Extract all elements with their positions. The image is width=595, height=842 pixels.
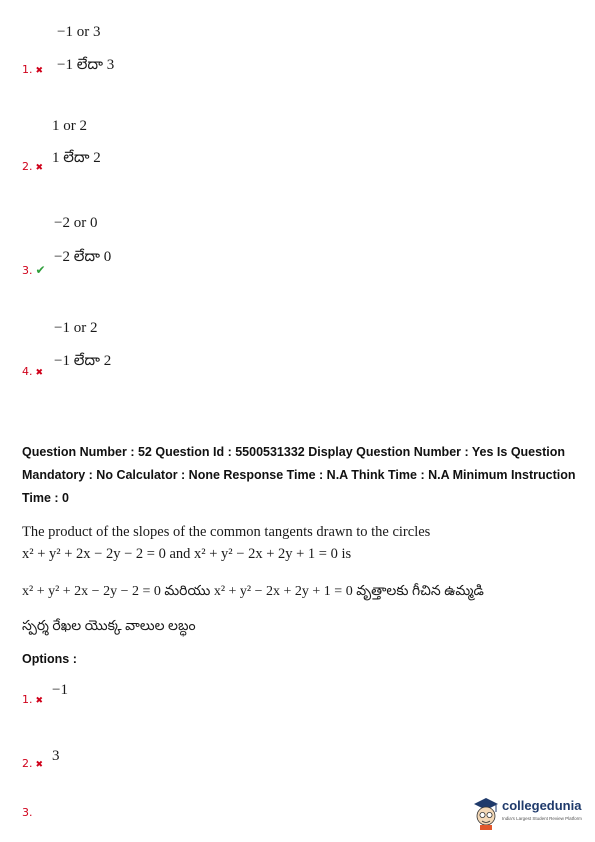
cross-icon: ✖	[35, 696, 44, 706]
prev-option-4-number: 4. ✖	[22, 365, 44, 378]
prev-option-4-te: −1 లేదా 2	[54, 353, 112, 369]
cross-icon: ✖	[35, 163, 44, 173]
check-icon: ✔	[35, 263, 46, 277]
prev-option-3-number: 3. ✔	[22, 263, 46, 277]
question-meta-line2: Mandatory : No Calculator : None Response Time : N.A Think Time : N.A Minimum Instruction	[22, 468, 576, 482]
question-te-line2: స్పర్శ రేఖల యొక్క వాలుల లబ్ధం	[22, 619, 196, 634]
question-en-line1: The product of the slopes of the common tangents drawn to the circles	[22, 524, 431, 540]
prev-option-1-en: −1 or 3	[57, 24, 101, 40]
prev-option-2-te: 1 లేదా 2	[52, 150, 101, 166]
cross-icon: ✖	[35, 368, 44, 378]
prev-option-3-te: −2 లేదా 0	[54, 249, 112, 265]
cross-icon: ✖	[35, 760, 44, 770]
logo-name: collegedunia	[502, 798, 582, 813]
option-3-number: 3.	[22, 806, 33, 819]
question-meta-line1: Question Number : 52 Question Id : 5500531332 Display Question Number : Yes Is Question	[22, 445, 565, 459]
question-meta-line3: Time : 0	[22, 491, 70, 505]
prev-option-1-number: 1. ✖	[22, 63, 44, 76]
question-en-line2: x² + y² + 2x − 2y − 2 = 0 and x² + y² − 2x + 2y + 1 = 0 is	[22, 546, 352, 562]
collegedunia-logo[interactable]	[472, 794, 592, 834]
option-2-number: 2. ✖	[22, 757, 44, 770]
prev-option-3-en: −2 or 0	[54, 215, 98, 231]
option-1-value: −1	[52, 682, 68, 698]
option-1-number: 1. ✖	[22, 693, 44, 706]
question-meta	[22, 441, 582, 510]
question-te-line1: x² + y² + 2x − 2y − 2 = 0 మరియు x² + y² − 2x + 2y + 1 = 0 వృత్తాలకు గీచిన ఉమ్మడి	[22, 584, 484, 599]
cross-icon: ✖	[35, 66, 44, 76]
prev-option-2-number: 2. ✖	[22, 160, 44, 173]
option-2-value: 3	[52, 748, 60, 764]
student-mascot-icon	[472, 796, 500, 830]
prev-option-4-en: −1 or 2	[54, 320, 98, 336]
logo-tagline: India's Largest Student Review Platform	[502, 816, 582, 821]
prev-option-1-te: −1 లేదా 3	[57, 57, 115, 73]
prev-option-2-en: 1 or 2	[52, 118, 87, 134]
options-label: Options :	[22, 652, 77, 666]
